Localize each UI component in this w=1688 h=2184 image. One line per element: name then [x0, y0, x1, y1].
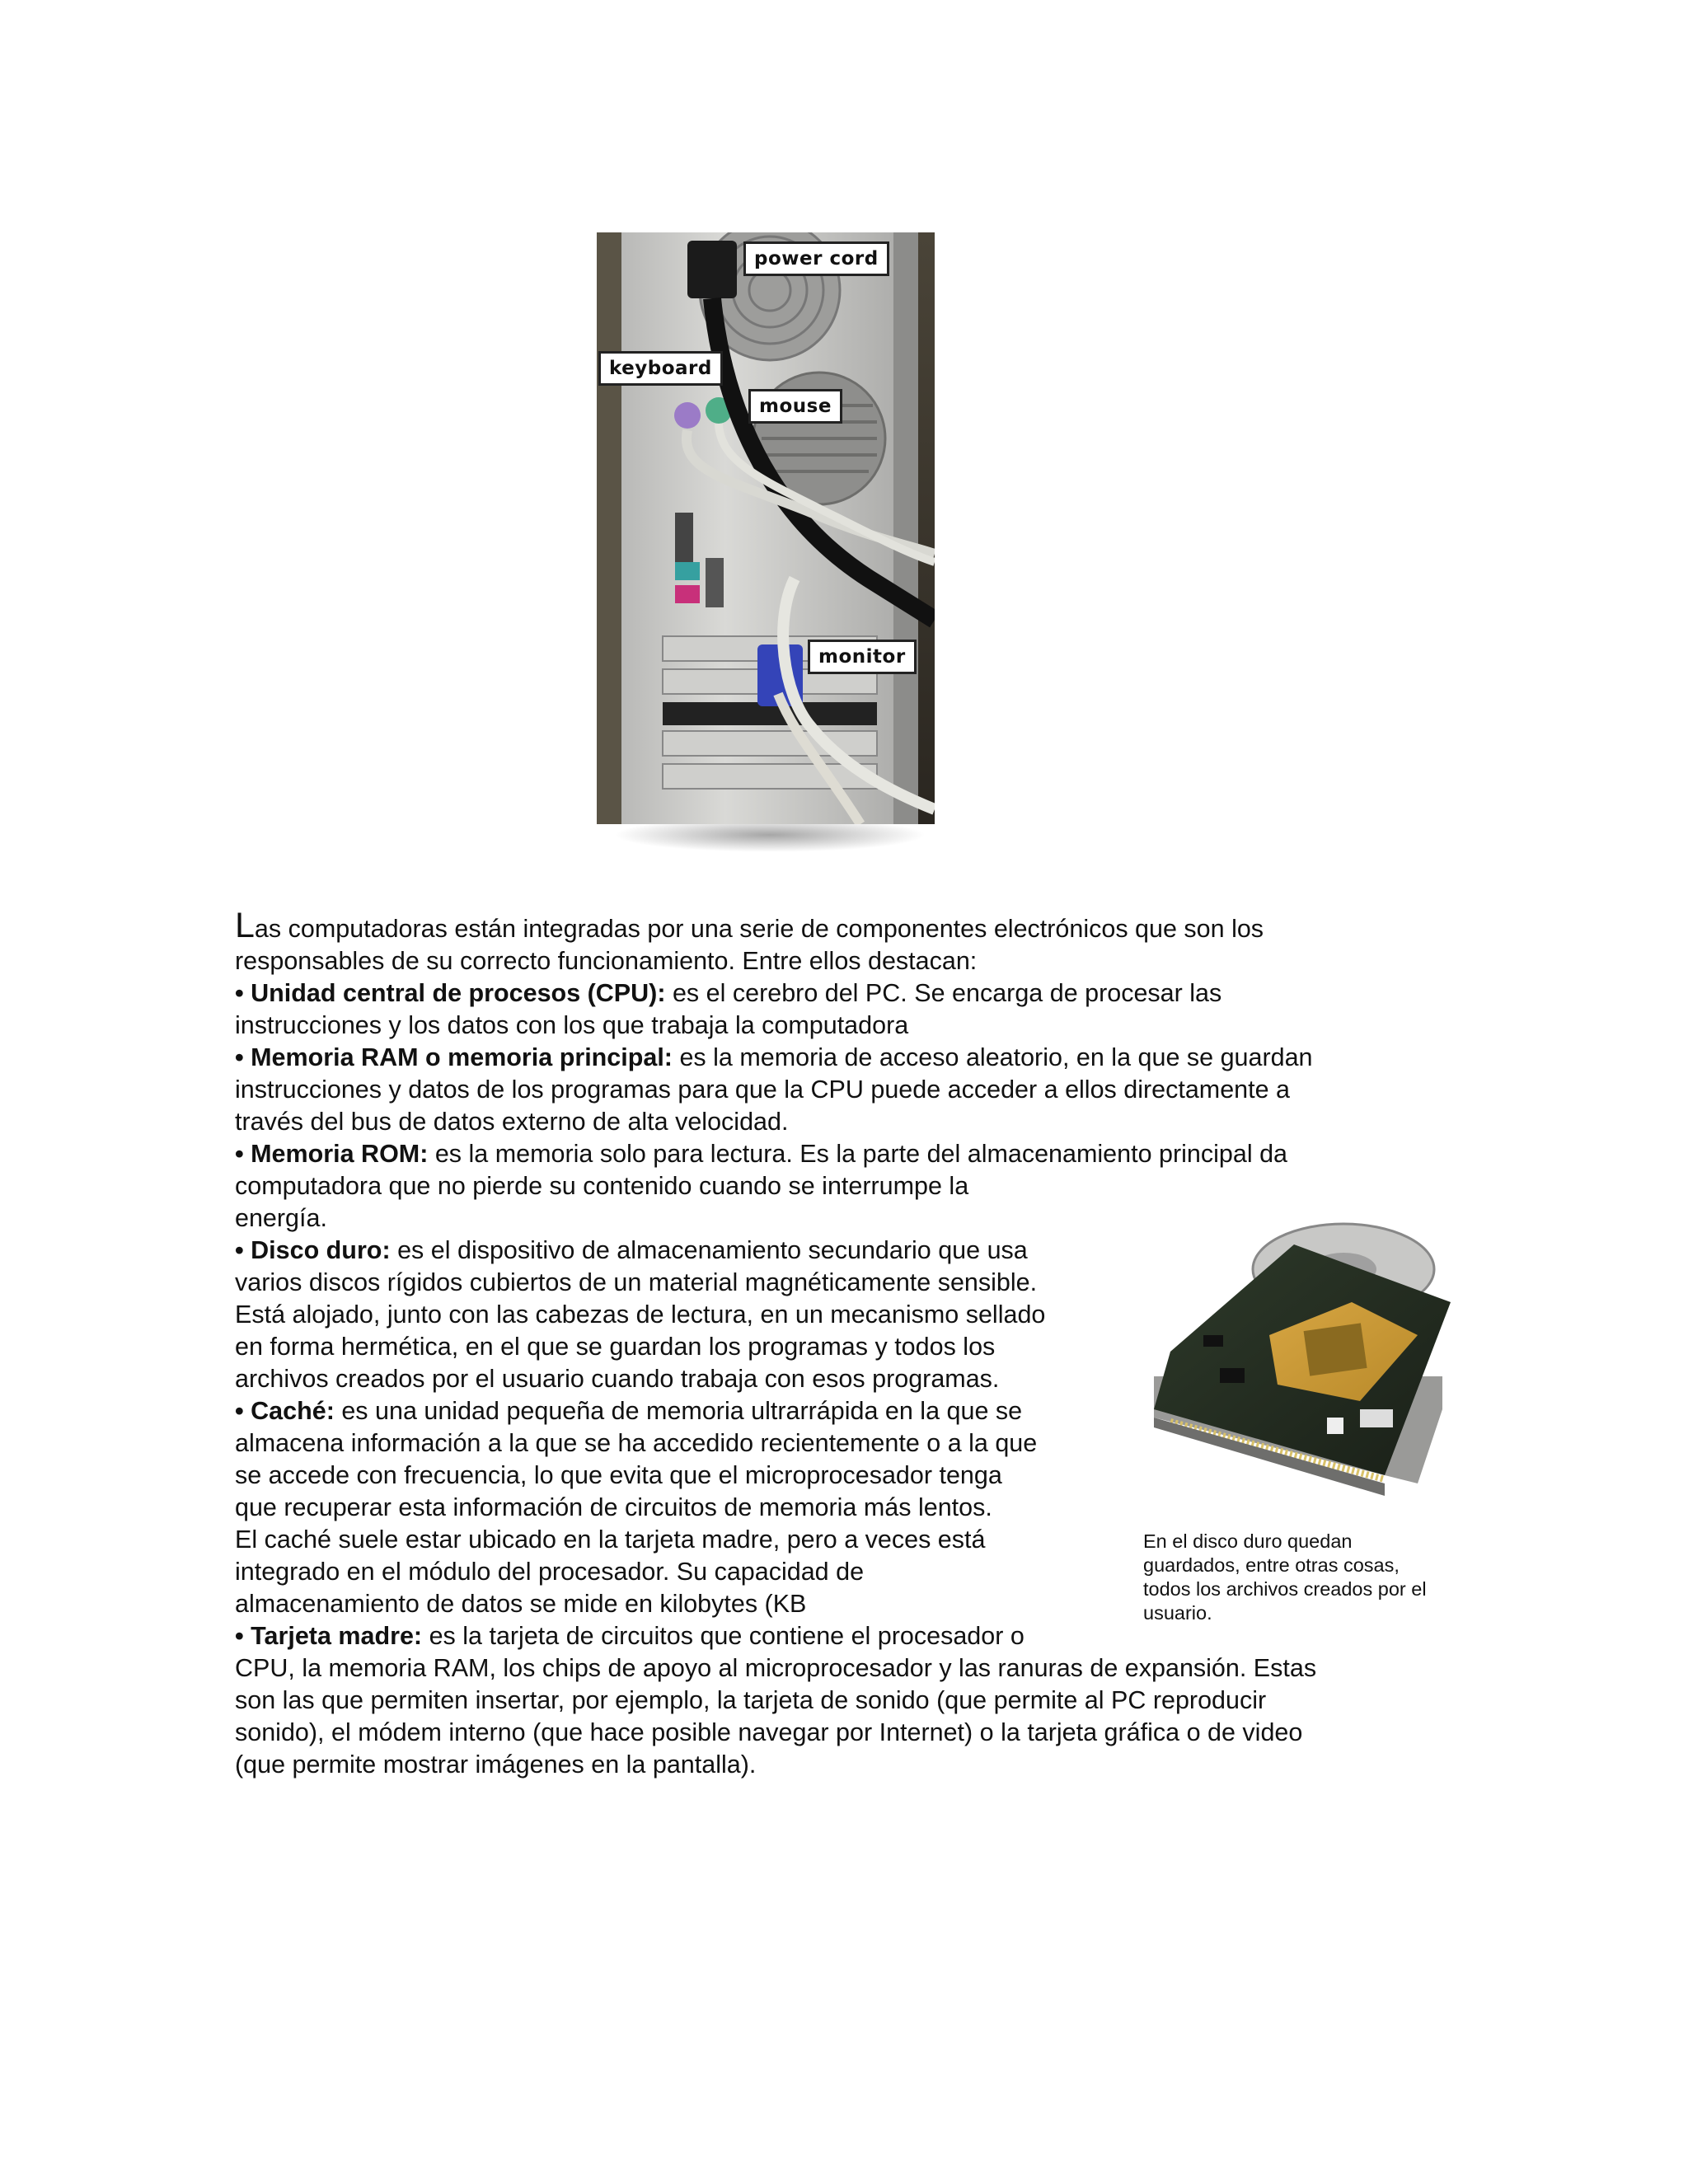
- item-title: • Memoria ROM:: [235, 1140, 429, 1168]
- intro-line: [235, 906, 1447, 945]
- drop-cap: L: [235, 906, 255, 945]
- item-text: es la tarjeta de circuitos que contiene el procesador o: [422, 1622, 1025, 1650]
- item-line: El caché suele estar ubicado en la tarjeta madre, pero a veces está: [235, 1526, 986, 1554]
- computer-back-photo: [597, 232, 935, 824]
- item-line: través del bus de datos externo de alta velocidad.: [235, 1108, 789, 1136]
- item-line: CPU, la memoria RAM, los chips de apoyo al microprocesador y las ranuras de expansión. Estas: [235, 1654, 1317, 1682]
- mouse-label: mouse: [748, 389, 842, 424]
- power-cord-label: power cord: [743, 241, 889, 276]
- item-text: es el cerebro del PC. Se encarga de procesar las: [665, 979, 1222, 1007]
- item-line: que recuperar esta información de circuitos de memoria más lentos.: [235, 1493, 992, 1521]
- item-title: • Caché:: [235, 1397, 335, 1425]
- item-line: instrucciones y los datos con los que trabaja la computadora: [235, 1011, 909, 1039]
- item-text: es el dispositivo de almacenamiento secundario que usa: [390, 1236, 1028, 1264]
- hard-disk-photo: [1146, 1212, 1452, 1516]
- item-title: • Tarjeta madre:: [235, 1622, 423, 1650]
- intro-line: responsables de su correcto funcionamiento. Entre ellos destacan:: [235, 947, 978, 975]
- item-text: es la memoria de acceso aleatorio, en la que se guardan: [672, 1043, 1313, 1071]
- item-line: sonido), el módem interno (que hace posible navegar por Internet) o la tarjeta gráfica o de video: [235, 1718, 1303, 1746]
- list-item-cpu: [235, 977, 1447, 1010]
- item-line: almacena información a la que se ha accedido recientemente o a la que: [235, 1429, 1038, 1457]
- caption-line: usuario.: [1143, 1602, 1212, 1624]
- item-title: • Memoria RAM o memoria principal:: [235, 1043, 673, 1071]
- item-text: es la memoria solo para lectura. Es la parte del almacenamiento principal da: [428, 1140, 1287, 1168]
- item-line: se accede con frecuencia, lo que evita que el microprocesador tenga: [235, 1461, 1002, 1489]
- item-line: instrucciones y datos de los programas para que la CPU puede acceder a ellos directamente a: [235, 1076, 1291, 1104]
- hard-disk-caption: [1143, 1530, 1456, 1625]
- list-item-ram: [235, 1042, 1447, 1074]
- item-line: computadora que no pierde su contenido cuando se interrumpe la: [235, 1172, 969, 1200]
- keyboard-label: keyboard: [598, 351, 723, 386]
- item-title: • Unidad central de procesos (CPU):: [235, 979, 666, 1007]
- caption-line: todos los archivos creados por el: [1143, 1578, 1427, 1600]
- caption-line: guardados, entre otras cosas,: [1143, 1554, 1400, 1576]
- item-text: es una unidad pequeña de memoria ultrarrápida en la que se: [334, 1397, 1023, 1425]
- list-item-rom: [235, 1138, 1447, 1170]
- item-line: (que permite mostrar imágenes en la pantalla).: [235, 1750, 757, 1779]
- monitor-label: monitor: [808, 640, 917, 674]
- item-line: energía.: [235, 1204, 327, 1232]
- item-line: en forma hermética, en el que se guardan los programas y todos los: [235, 1333, 996, 1361]
- item-line: Está alojado, junto con las cabezas de lectura, en un mecanismo sellado: [235, 1301, 1046, 1329]
- item-line: varios discos rígidos cubiertos de un material magnéticamente sensible.: [235, 1268, 1038, 1296]
- item-line: son las que permiten insertar, por ejemplo, la tarjeta de sonido (que permite al PC reproducir: [235, 1686, 1267, 1714]
- item-title: • Disco duro:: [235, 1236, 391, 1264]
- caption-line: En el disco duro quedan: [1143, 1530, 1353, 1552]
- intro-text: as computadoras están integradas por una serie de componentes electrónicos que son los: [254, 915, 1264, 943]
- item-line: archivos creados por el usuario cuando trabaja con esos programas.: [235, 1365, 1000, 1393]
- item-line: almacenamiento de datos se mide en kilobytes (KB: [235, 1590, 807, 1618]
- item-line: integrado en el módulo del procesador. Su capacidad de: [235, 1558, 865, 1586]
